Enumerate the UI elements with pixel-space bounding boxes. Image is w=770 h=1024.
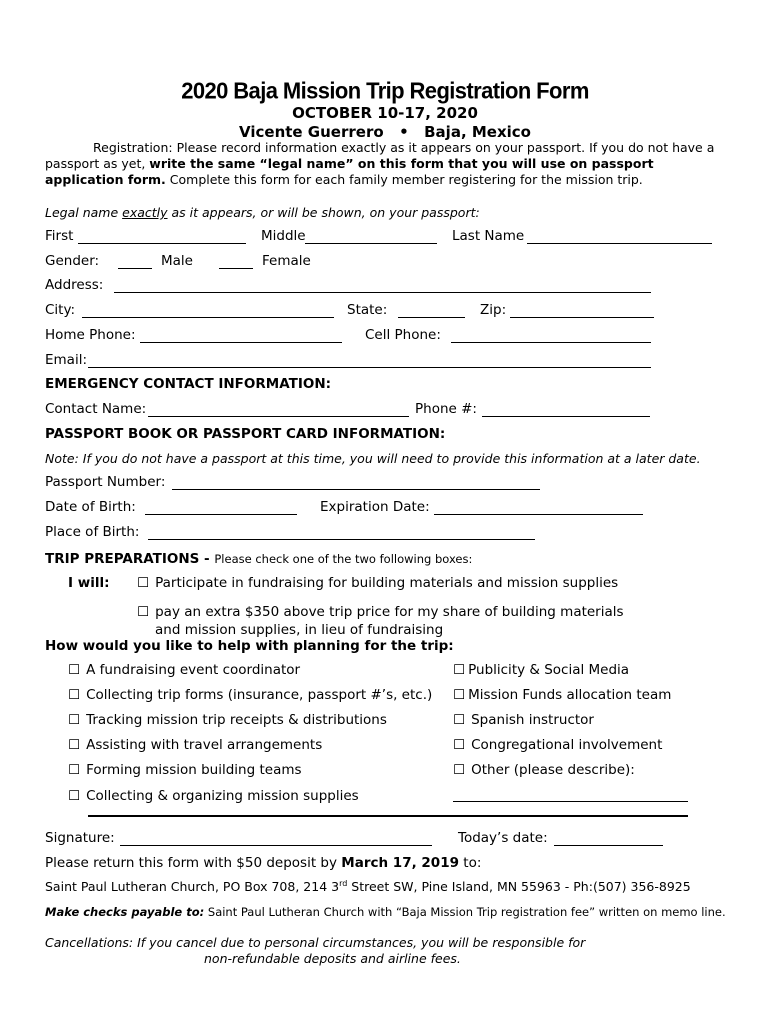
option-pay-extra-label: pay an extra $350 above trip price for my share of building materials [155,604,624,620]
help-option-left[interactable] [68,687,432,703]
contact-phone-field[interactable] [482,416,650,417]
help-option-left[interactable] [68,788,359,804]
help-option-left[interactable] [68,662,300,678]
checkbox-icon[interactable]: ☐ [137,604,150,620]
contact-name-label: Contact Name: [45,401,147,417]
help-option-label: A fundraising event coordinator [86,662,301,678]
address-sup: rd [339,879,348,888]
help-heading: How would you like to help with planning for the trip: [45,638,454,654]
cancellation-line-2: non-refundable deposits and airline fees. [204,951,461,966]
return-date: March 17, 2019 [341,855,459,871]
option-fundraising-label: Participate in fundraising for building materials and mission supplies [155,575,619,591]
church-address [45,879,691,894]
checkbox-icon[interactable]: ☐ [68,687,81,703]
todays-date-label: Today’s date: [458,830,548,846]
checkbox-icon[interactable]: ☐ [68,712,81,728]
help-option-label: Publicity & Social Media [468,662,630,678]
address-pre: Saint Paul Lutheran Church, PO Box 708, 214 3 [45,879,340,895]
help-option-label: Assisting with travel arrangements [86,737,323,753]
help-option-left[interactable] [68,737,322,753]
return-instructions [45,855,481,871]
checkbox-icon[interactable]: ☐ [68,788,81,804]
intro-text-2: Complete this form for each family member registering for the mission trip. [165,172,643,187]
help-option-label: Forming mission building teams [86,762,302,778]
checkbox-icon[interactable]: ☐ [453,662,466,678]
trip-location [0,123,770,141]
checks-label: Make checks payable to: [45,905,205,919]
trip-heading-text: TRIP PREPARATIONS - [45,551,215,567]
state-field[interactable] [398,317,465,318]
help-option-label: Collecting trip forms (insurance, passport #’s, etc.) [86,687,433,703]
return-pre: Please return this form with $50 deposit by [45,855,342,871]
trip-preparations-heading [45,548,472,567]
trip-dates: OCTOBER 10-17, 2020 [292,104,478,122]
address-label: Address: [45,277,104,293]
help-option-right[interactable] [453,712,594,728]
first-name-field[interactable] [78,243,246,244]
expiration-label: Expiration Date: [320,499,430,515]
option-fundraising[interactable] [137,575,618,591]
cell-phone-label: Cell Phone: [365,327,441,343]
middle-name-label: Middle [261,228,306,244]
dob-field[interactable] [145,514,297,515]
cancellation-line-1: Cancellations: If you cancel due to personal circumstances, you will be responsible for [45,935,586,950]
bullet-icon: • [399,123,409,141]
male-label: Male [161,253,193,269]
checkbox-icon[interactable]: ☐ [68,737,81,753]
help-option-label: Tracking mission trip receipts & distributions [86,712,387,728]
gender-label: Gender: [45,253,100,269]
todays-date-field[interactable] [554,845,663,846]
female-label: Female [262,253,311,269]
checkbox-icon[interactable]: ☐ [68,662,81,678]
signature-field[interactable] [120,845,432,846]
checkbox-icon[interactable]: ☐ [453,712,466,728]
passport-number-label: Passport Number: [45,474,166,490]
passport-note: Note: If you do not have a passport at this time, you will need to provide this information at a later date. [45,451,701,466]
signature-label: Signature: [45,830,115,846]
intro-text-1: Registration: Please record information exactly as it appears on your passport. If you do not have a passport as yet, [45,140,715,171]
email-field[interactable] [88,367,651,368]
legal-note-post: as it appears, or will be shown, on your passport: [167,205,480,220]
last-name-field[interactable] [527,243,712,244]
return-post: to: [458,855,482,871]
cell-phone-field[interactable] [451,342,651,343]
place-of-birth-label: Place of Birth: [45,524,140,540]
section-divider [88,815,688,817]
contact-phone-label: Phone #: [415,401,477,417]
zip-field[interactable] [510,317,654,318]
legal-name-note [45,205,480,220]
place-of-birth-field[interactable] [148,539,535,540]
help-option-right[interactable] [453,687,671,703]
address-post: Street SW, Pine Island, MN 55963 - Ph:(507) 356-8925 [347,879,691,895]
help-option-right[interactable] [453,737,662,753]
passport-heading: PASSPORT BOOK OR PASSPORT CARD INFORMATION: [45,426,446,442]
other-describe-field[interactable] [453,801,688,802]
first-name-label: First [45,228,74,244]
trip-instruction: Please check one of the two following boxes: [214,552,473,566]
email-label: Email: [45,352,88,368]
female-field[interactable] [219,268,253,269]
location-left: Vicente Guerrero [239,123,384,141]
passport-number-field[interactable] [172,489,540,490]
intro-paragraph [45,140,735,188]
help-option-label: Mission Funds allocation team [468,687,672,703]
middle-name-field[interactable] [305,243,437,244]
location-right: Baja, Mexico [424,123,531,141]
contact-name-field[interactable] [148,416,409,417]
help-option-right[interactable] [453,762,635,778]
dob-label: Date of Birth: [45,499,136,515]
expiration-field[interactable] [434,514,643,515]
legal-note-emph: exactly [122,205,168,220]
home-phone-label: Home Phone: [45,327,136,343]
male-field[interactable] [118,268,152,269]
emergency-heading: EMERGENCY CONTACT INFORMATION: [45,376,332,392]
intro-text-bold: write the same “legal name” on this form that you will use on passport application form. [45,156,654,187]
help-option-left[interactable] [68,762,302,778]
checkbox-icon[interactable]: ☐ [68,762,81,778]
form-title: 2020 Baja Mission Trip Registration Form [181,77,589,104]
help-option-label: Collecting & organizing mission supplies [86,788,359,804]
checkbox-icon[interactable]: ☐ [453,762,466,778]
checks-payable [45,905,726,919]
option-pay-extra[interactable] [137,604,624,620]
i-will-label: I will: [68,575,110,591]
help-option-label: Other (please describe): [471,762,635,778]
help-option-left[interactable] [68,712,387,728]
city-label: City: [45,302,76,318]
zip-label: Zip: [480,302,507,318]
help-option-label: Congregational involvement [471,737,663,753]
help-option-label: Spanish instructor [471,712,594,728]
checkbox-icon[interactable]: ☐ [137,575,150,591]
checkbox-icon[interactable]: ☐ [453,687,466,703]
address-field[interactable] [114,292,651,293]
home-phone-field[interactable] [140,342,342,343]
city-field[interactable] [82,317,334,318]
help-option-right[interactable] [453,662,629,678]
last-name-label: Last Name [452,228,525,244]
legal-note-pre: Legal name [45,205,123,220]
option-pay-extra-label-2: and mission supplies, in lieu of fundraising [155,622,444,638]
checks-text: Saint Paul Lutheran Church with “Baja Mission Trip registration fee” written on memo line. [204,905,726,919]
state-label: State: [347,302,388,318]
checkbox-icon[interactable]: ☐ [453,737,466,753]
